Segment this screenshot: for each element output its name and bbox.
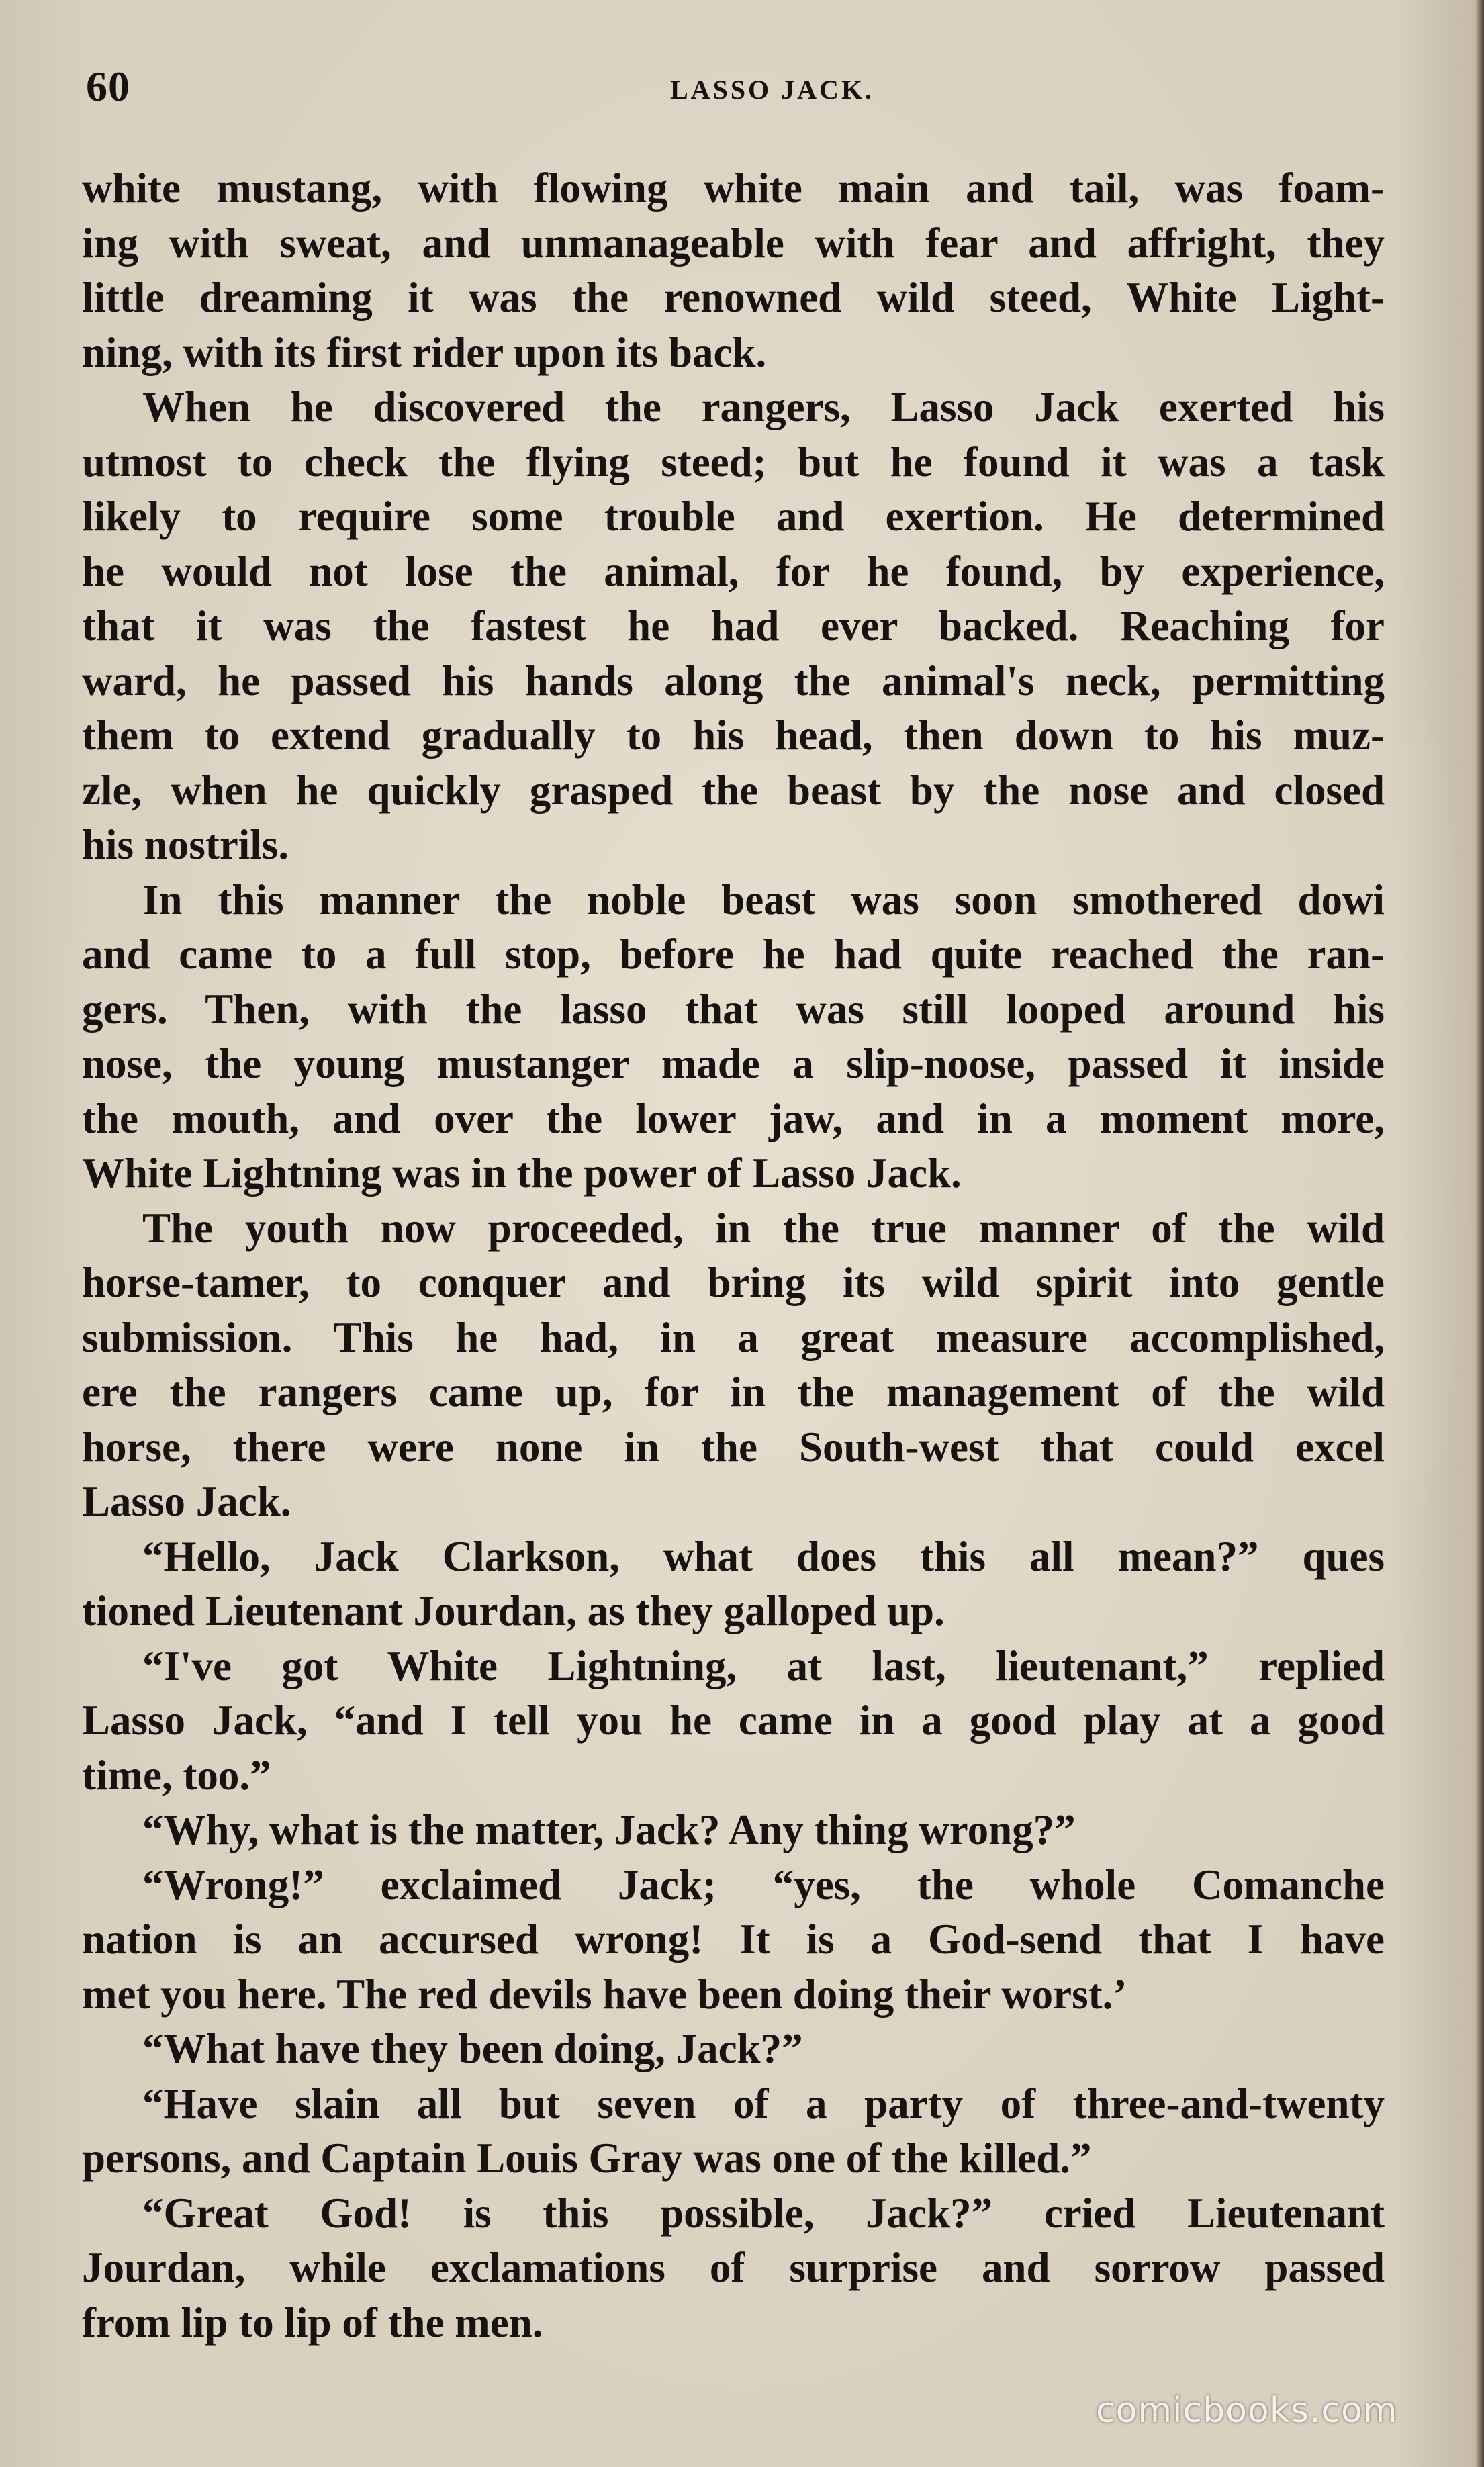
text-line: time, too.” xyxy=(82,1751,271,1799)
text-line: he would not lose the animal, for he found, by experience, xyxy=(82,547,1385,595)
text-line: the mouth, and over the lower jaw, and in a moment more, xyxy=(82,1095,1385,1142)
text-line: White Lightning was in the power of Lasso Jack. xyxy=(82,1150,962,1197)
text-line: “Why, what is the matter, Jack? Any thing wrong?” xyxy=(142,1806,1076,1853)
text-line: ning, with its first rider upon its back. xyxy=(82,328,767,376)
text-line: them to extend gradually to his head, then down to his muz- xyxy=(82,712,1385,759)
text-line: little dreaming it was the renowned wild steed, White Light- xyxy=(82,274,1385,321)
page-header xyxy=(86,62,1382,122)
text-line: horse-tamer, to conquer and bring its wild spirit into gentle xyxy=(82,1259,1385,1306)
text-line: ere the rangers came up, for in the management of the wild xyxy=(82,1368,1385,1415)
text-line: nation is an accursed wrong! It is a God-send that I have xyxy=(82,1916,1385,1963)
text-line: tioned Lieutenant Jourdan, as they galloped up. xyxy=(82,1587,945,1634)
text-line: likely to require some trouble and exertion. He determined xyxy=(82,493,1385,540)
running-head-title: LASSO JACK. xyxy=(670,75,875,105)
text-line: Lasso Jack. xyxy=(82,1478,291,1525)
text-line: utmost to check the flying steed; but he found it was a task xyxy=(82,438,1385,485)
text-line: white mustang, with flowing white main and tail, was foam- xyxy=(82,165,1385,212)
text-line: ing with sweat, and unmanageable with fear and affright, they xyxy=(82,219,1385,267)
text-line: “What have they been doing, Jack?” xyxy=(142,2025,803,2072)
text-line: “I've got White Lightning, at last, lieutenant,” replied xyxy=(142,1642,1385,1689)
text-line: submission. This he had, in a great measure accomplished, xyxy=(82,1313,1385,1361)
text-line: The youth now proceeded, in the true manner of the wild xyxy=(142,1204,1385,1252)
text-line: Lasso Jack, “and I tell you he came in a good play at a good xyxy=(82,1697,1385,1744)
text-line: “Have slain all but seven of a party of three-and-twenty xyxy=(142,2080,1385,2127)
text-line: nose, the young mustanger made a slip-noose, passed it inside xyxy=(82,1040,1385,1087)
page-number: 60 xyxy=(86,62,130,110)
body-text xyxy=(82,161,1385,2350)
text-line: ward, he passed his hands along the animal's neck, permitting xyxy=(82,657,1385,704)
text-line: “Hello, Jack Clarkson, what does this all mean?” ques xyxy=(142,1532,1385,1580)
text-line: “Wrong!” exclaimed Jack; “yes, the whole Comanche xyxy=(142,1861,1385,1908)
text-line: and came to a full stop, before he had quite reached the ran- xyxy=(82,931,1385,978)
text-line: that it was the fastest he had ever backed. Reaching for xyxy=(82,602,1385,649)
page-edge-shadow xyxy=(1476,0,1484,2467)
text-line: Jourdan, while exclamations of surprise and sorrow passed xyxy=(82,2244,1385,2291)
text-line: “Great God! is this possible, Jack?” cried Lieutenant xyxy=(142,2189,1385,2237)
text-line: gers. Then, with the lasso that was still looped around his xyxy=(82,985,1385,1033)
text-line: In this manner the noble beast was soon smothered dowi xyxy=(142,876,1385,923)
text-line: met you here. The red devils have been doing their worst.’ xyxy=(82,1970,1127,2018)
text-line: When he discovered the rangers, Lasso Jack exerted his xyxy=(142,383,1385,430)
text-line: zle, when he quickly grasped the beast by the nose and closed xyxy=(82,766,1385,814)
text-line: from lip to lip of the men. xyxy=(82,2298,543,2346)
watermark: comicbooks.com xyxy=(1096,2390,1398,2431)
text-line: his nostrils. xyxy=(82,821,289,868)
text-line: horse, there were none in the South-west that could excel xyxy=(82,1423,1385,1471)
text-line: persons, and Captain Louis Gray was one of the killed.” xyxy=(82,2135,1092,2182)
